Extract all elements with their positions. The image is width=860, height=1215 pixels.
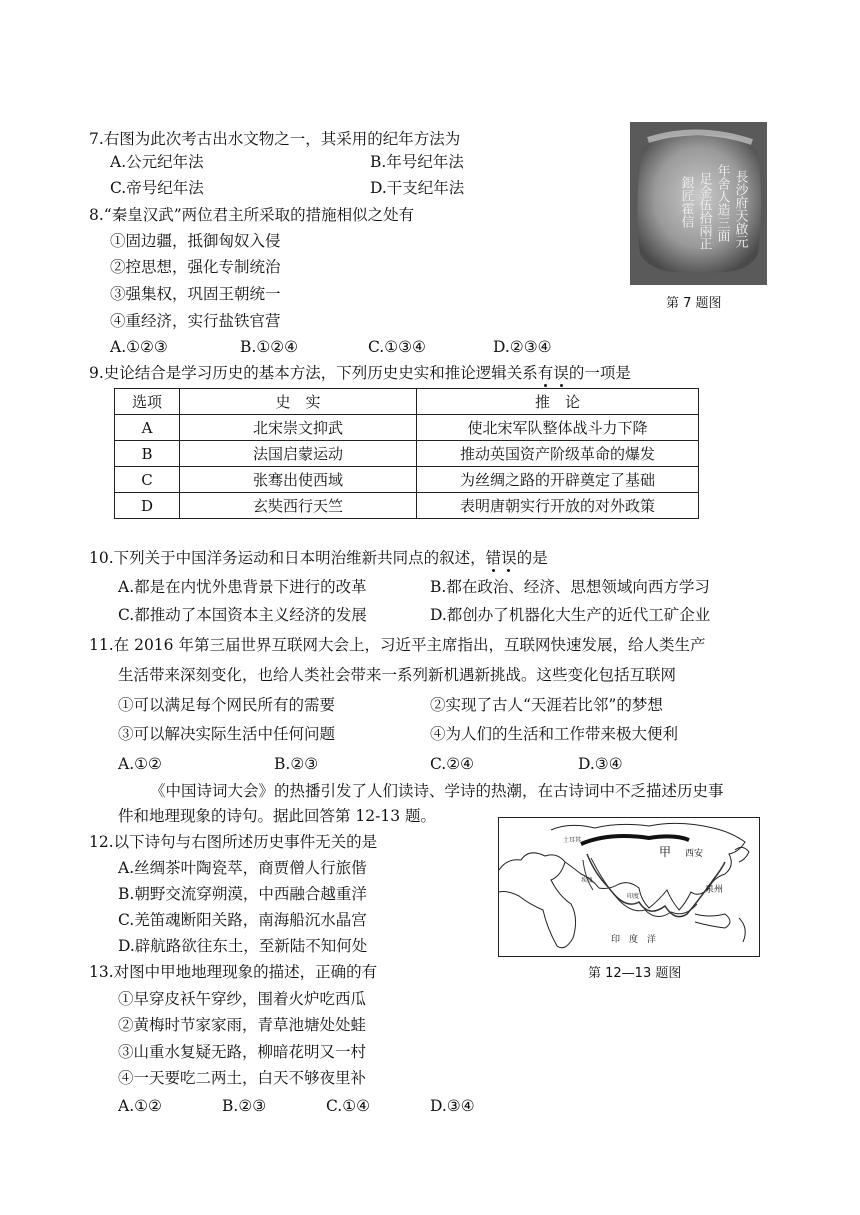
cell: 推动英国资产阶级革命的爆发 [417,441,699,467]
cell: C [115,467,180,493]
q12-option-d: D.辟航路欲往东土，至新陆不知何处 [118,937,368,955]
q11-item-1: ①可以满足每个网民所有的需要 [118,696,336,714]
land-silk-road [581,836,689,844]
table-row [115,441,699,467]
table-row [115,467,699,493]
table-header-row [115,389,699,415]
q8-item-1: ①固边疆，抵御匈奴入侵 [110,232,281,250]
map-drawing [499,818,759,956]
q8-option-d: D.②③④ [493,338,552,356]
q7-artifact-photo [630,122,767,285]
q11-option-c: C.②④ [430,755,475,773]
q12-figure-caption: 第 12—13 题图 [588,966,682,981]
q7-option-d: D.干支纪年法 [370,179,465,197]
q13-item-1: ①早穿皮袄午穿纱，围着火炉吃西瓜 [118,990,367,1008]
cell: 使北宋军队整体战斗力下降 [417,415,699,441]
map-label-mid: 印度 [627,893,640,900]
q10-option-d: D.都创办了机器化大生产的近代工矿企业 [430,606,711,624]
cell: 为丝绸之路的开辟奠定了基础 [417,467,699,493]
svg-text:長沙府天啟元: 長沙府天啟元 [732,170,748,248]
q7-option-a: A.公元纪年法 [110,153,204,171]
cell: 表明唐朝实行开放的对外政策 [417,493,699,519]
map-label-quanzhou: 泉州 [705,885,724,895]
table-row [115,415,699,441]
q7-figure-caption: 第 7 题图 [666,296,722,311]
q11-option-a: A.①② [118,755,162,773]
cell: B [115,441,180,467]
header-fact: 史 实 [180,389,417,415]
map-label-left: 埃及 [581,877,594,884]
q12-option-b: B.朝野交流穿朔漠，中西融合越重洋 [118,885,367,903]
header-inference: 推 论 [417,389,699,415]
q10-option-a: A.都是在内忧外患背景下进行的改革 [118,578,367,596]
cell: 张骞出使西域 [180,467,417,493]
cell: 法国启蒙运动 [180,441,417,467]
q9-table [114,388,699,519]
q8-option-a: A.①②③ [110,338,168,356]
islands [695,914,730,928]
table-row [115,493,699,519]
silk-road-map [498,817,760,957]
q11-option-d: D.③④ [578,755,623,773]
q8-stem: 8.“秦皇汉武”两位君主所采取的措施相似之处有 [89,206,415,224]
cell: A [115,415,180,441]
q13-item-4: ④一天要吃二两土，白天不够夜里补 [118,1069,367,1087]
q12-stem: 12.以下诗句与右图所述历史事件无关的是 [89,833,378,851]
q8-item-4: ④重经济，实行盐铁官营 [110,312,281,330]
q7-stem: 7.右图为此次考古出水文物之一，其采用的纪年方法为 [89,130,461,148]
q8-option-b: B.①②④ [240,338,299,356]
q13-option-d: D.③④ [430,1097,475,1115]
q8-option-c: C.①③④ [368,338,426,356]
q11-item-2: ②实现了古人“天涯若比邻”的梦想 [430,696,663,714]
q8-item-3: ③强集权，巩固王朝统一 [110,285,281,303]
q12-option-c: C.羌笛魂断阳关路，南海船沉水晶宫 [118,911,367,929]
japan-coast [735,847,749,862]
q7-option-c: C.帝号纪年法 [110,179,204,197]
q13-item-3: ③山重水复疑无路，柳暗花明又一村 [118,1043,367,1061]
q11-item-3: ③可以解决实际生活中任何问题 [118,725,336,743]
q10-option-c: C.都推动了本国资本主义经济的发展 [118,606,367,624]
q9-stem: 9.史论结合是学习历史的基本方法，下列历史史实和推论逻辑关系有误的一项是 [89,364,631,382]
cell: 北宋崇文抑武 [180,415,417,441]
q11-stem-line2: 生活带来深刻变化，也给人类社会带来一系列新机遇新挑战。这些变化包括互联网 [118,666,677,684]
q13-option-b: B.②③ [222,1097,267,1115]
svg-text:銀匠霍信: 銀匠霍信 [678,176,694,228]
q12-option-a: A.丝绸茶叶陶瓷萃，商贾僧人行旅偕 [118,859,367,877]
islands-east [739,918,745,942]
q13-option-a: A.①② [118,1097,162,1115]
intro-line1: 《中国诗词大会》的热播引发了人们读诗、学诗的热潮，在古诗词中不乏描述历史事 [150,782,724,800]
africa-coast [499,853,576,948]
map-label-xian: 西安 [685,849,704,859]
svg-text:足金伍拾兩正: 足金伍拾兩正 [696,172,712,250]
header-option: 选项 [115,389,180,415]
map-label-ocean: 印 度 洋 [611,935,657,945]
cell: 玄奘西行天竺 [180,493,417,519]
q13-item-2: ②黄梅时节家家雨，青草池塘处处蛙 [118,1016,367,1034]
q13-stem: 13.对图中甲地地理现象的描述，正确的有 [89,963,378,981]
q10-option-b: B.都在政治、经济、思想领域向西方学习 [430,578,710,596]
svg-text:年舍人造三面: 年舍人造三面 [714,164,730,242]
q11-option-b: B.②③ [274,755,319,773]
q8-item-2: ②控思想，强化专制统治 [110,258,281,276]
map-label-jia: 甲 [659,845,672,859]
intro-line2: 件和地理现象的诗句。据此回答第 12-13 题。 [118,807,437,825]
q11-item-4: ④为人们的生活和工作带来极大便利 [430,725,679,743]
q13-option-c: C.①④ [326,1097,371,1115]
cell: D [115,493,180,519]
q10-stem: 10.下列关于中国洋务运动和日本明治维新共同点的叙述，错误的是 [89,549,548,567]
q11-stem-line1: 11.在 2016 年第三届世界互联网大会上，习近平主席指出，互联网快速发展，给人类生产 [89,636,706,654]
map-label-tuerqi: 土耳其 [563,837,582,844]
silver-ingot-image [630,122,767,285]
q7-option-b: B.年号纪年法 [370,153,464,171]
